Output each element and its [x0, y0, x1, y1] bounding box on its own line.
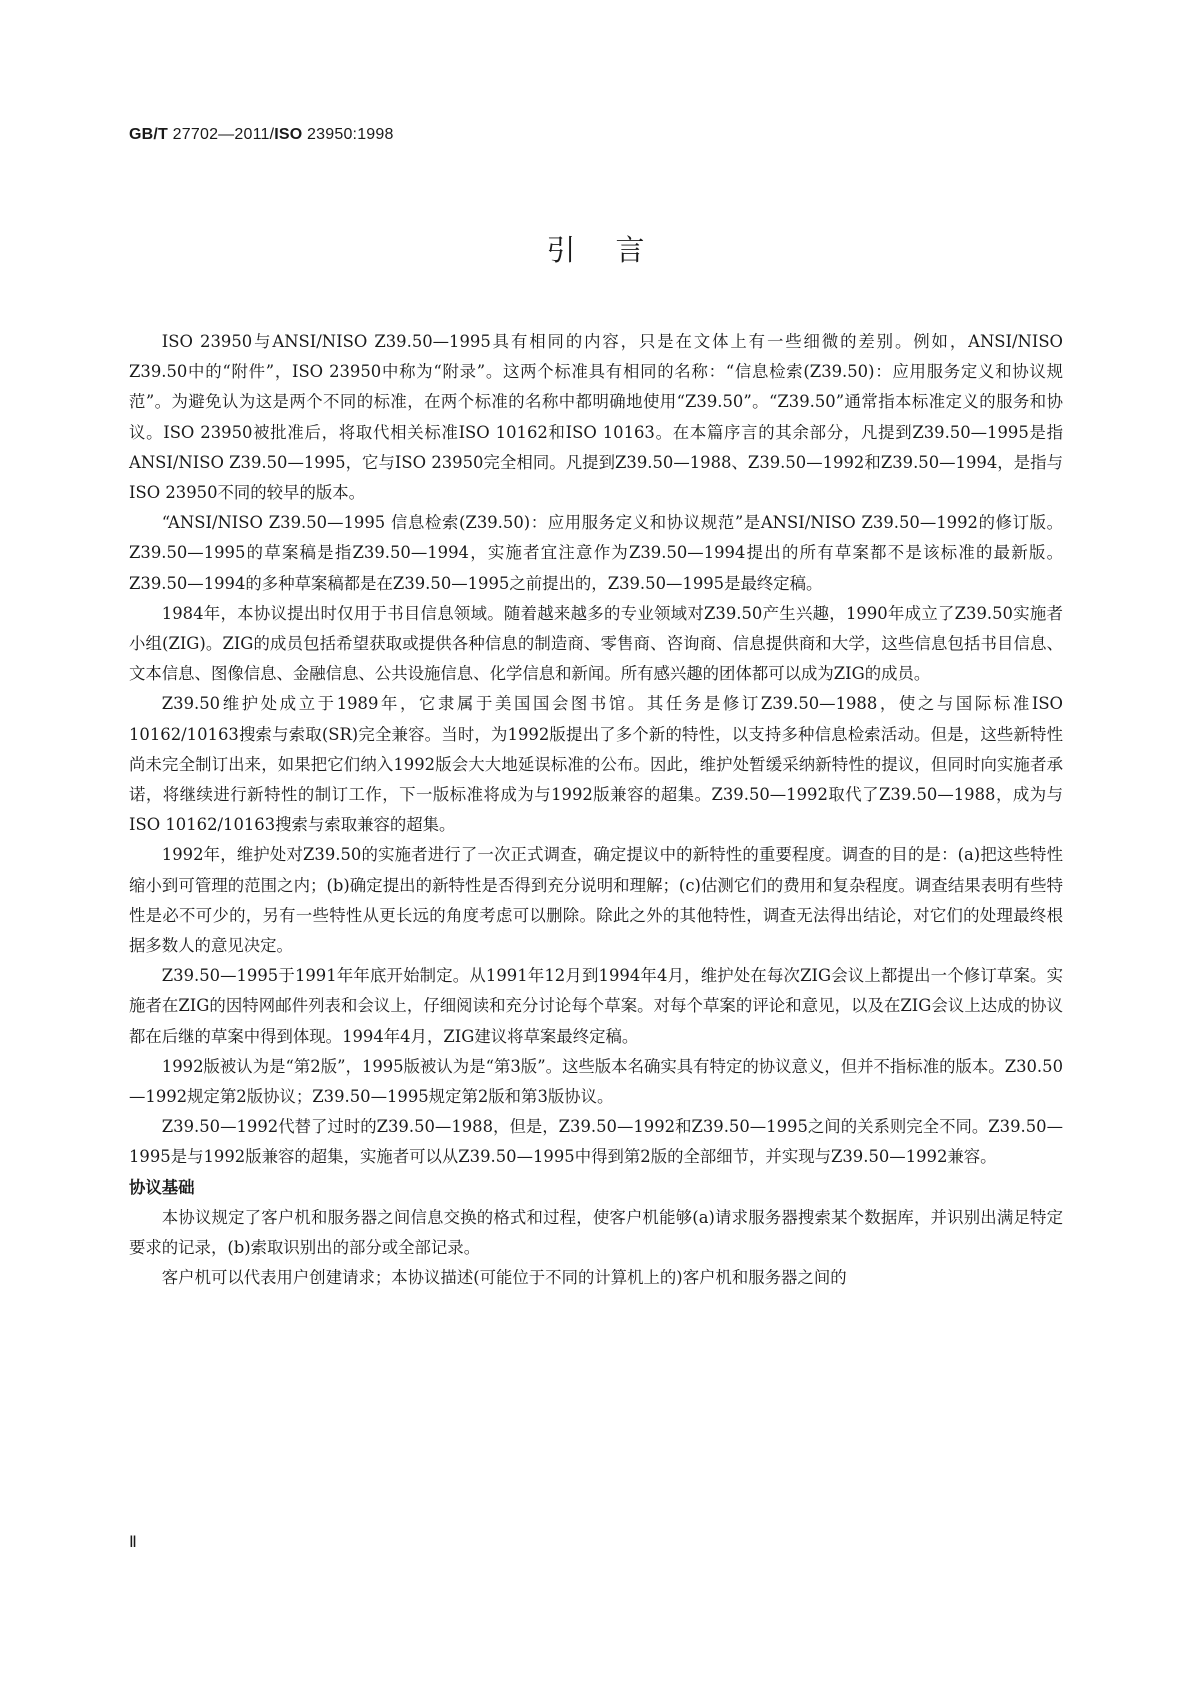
paragraph: 本协议规定了客户机和服务器之间信息交换的格式和过程，使客户机能够(a)请求服务器搜索某个数据库，并识别出满足特定要求的记录，(b)索取识别出的部分或全部记录。: [129, 1207, 1063, 1258]
paragraph: 1984年，本协议提出时仅用于书目信息领域。随着越来越多的专业领域对Z39.50产生兴趣，1990年成立了Z39.50实施者小组(ZIG)。ZIG的成员包括希望获取或提供各种信息的制造商、零售商、咨询商、信息提供商和大学，这些信息包括书目信息、文本信息、图像信息、金融信息、公共设施信息、化学信息和新闻。所有感兴趣的团体都可以成为ZIG的成员。: [129, 603, 1063, 684]
standard-number: 27702—2011/: [168, 126, 275, 143]
iso-number: 23950:1998: [302, 126, 394, 143]
paragraph: Z39.50—1995于1991年年底开始制定。从1991年12月到1994年4月，维护处在每次ZIG会议上都提出一个修订草案。实施者在ZIG的因特网邮件列表和会议上，仔细阅读和充分讨论每个草案。对每个草案的评论和意见，以及在ZIG会议上达成的协议都在后继的草案中得到体现。1994年4月，ZIG建议将草案最终定稿。: [129, 966, 1063, 1046]
standard-prefix: GB/T: [129, 126, 169, 143]
paragraph: 1992年，维护处对Z39.50的实施者进行了一次正式调查，确定提议中的新特性的重要程度。调查的目的是：(a)把这些特性缩小到可管理的范围之内；(b)确定提出的新特性是否得到充分说明和理解；(c)估测它们的费用和复杂程度。调查结果表明有些特性是必不可少的，另有一些特性从更长远的角度考虑可以删除。除此之外的其他特性，调查无法得出结论，对它们的处理最终根据多数人的意见决定。: [129, 845, 1063, 956]
paragraph: Z39.50—1992代替了过时的Z39.50—1988，但是，Z39.50—1992和Z39.50—1995之间的关系则完全不同。Z39.50—1995是与1992版兼容的超集，实施者可以从Z39.50—1995中得到第2版的全部细节，并实现与Z39.50—1992兼容。: [129, 1117, 1063, 1167]
paragraph: Z39.50维护处成立于1989年，它隶属于美国国会图书馆。其任务是修订Z39.50—1988，使之与国际标准ISO 10162/10163搜索与索取(SR)完全兼容。当时，为1992版提出了多个新的特性，以支持多种信息检索活动。但是，这些新特性尚未完全制订出来，如果把它们纳入1992版会大大地延误标准的公布。因此，维护处暂缓采纳新特性的提议，但同时向实施者承诺，将继续进行新特性的制订工作，下一版标准将成为与1992版兼容的超集。Z39.50—1992取代了Z39.50—1988，成为与ISO 10162/10163搜索与索取兼容的超集。: [129, 694, 1063, 835]
document-body: [129, 327, 1063, 1294]
standard-number-header: [129, 126, 394, 144]
paragraph: “ANSI/NISO Z39.50—1995 信息检索(Z39.50)：应用服务定义和协议规范”是ANSI/NISO Z39.50—1992的修订版。Z39.50—1995的草案稿是指Z39.50—1994，实施者宜注意作为Z39.50—1994提出的所有草案都不是该标准的最新版。Z39.50—1994的多种草案稿都是在Z39.50—1995之前提出的，Z39.50—1995是最终定稿。: [129, 513, 1063, 593]
iso-prefix: ISO: [274, 126, 303, 143]
paragraph: 1992版被认为是“第2版”，1995版被认为是“第3版”。这些版本名确实具有特定的协议意义，但并不指标准的版本。Z30.50—1992规定第2版协议；Z39.50—1995规定第2版和第3版协议。: [129, 1056, 1063, 1107]
page-number: Ⅱ: [129, 1534, 137, 1551]
paragraph: 客户机可以代表用户创建请求；本协议描述(可能位于不同的计算机上的)客户机和服务器之间的: [161, 1268, 847, 1288]
paragraph: ISO 23950与ANSI/NISO Z39.50—1995具有相同的内容，只是在文体上有一些细微的差别。例如，ANSI/NISO Z39.50中的“附件”，ISO 23950中称为“附录”。这两个标准具有相同的名称：“信息检索(Z39.50)：应用服务定义和协议规范”。为避免认为这是两个不同的标准，在两个标准的名称中都明确地使用“Z39.50”。“Z39.50”通常指本标准定义的服务和协议。ISO 23950被批准后，将取代相关标准ISO 10162和ISO 10163。在本篇序言的其余部分，凡提到Z39.50—1995是指ANSI/NISO Z39.50—1995，它与ISO 23950完全相同。凡提到Z39.50—1988、Z39.50—1992和Z39.50—1994，是指与ISO 23950不同的较早的版本。: [129, 332, 1063, 503]
section-heading: 协议基础: [129, 1177, 195, 1197]
page-title: 引言: [546, 233, 685, 267]
